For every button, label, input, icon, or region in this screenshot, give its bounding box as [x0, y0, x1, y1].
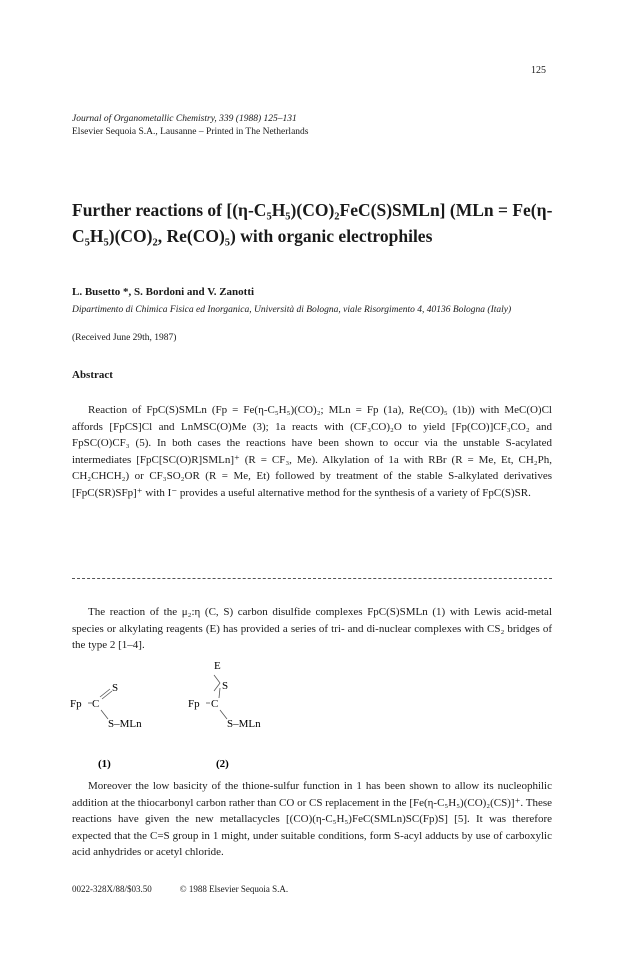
structure-2-s-mln: S–MLn — [227, 718, 261, 730]
structure-2-fp: Fp — [188, 698, 200, 710]
structure-1-s-mln: S–MLn — [108, 718, 142, 730]
structure-1 — [70, 682, 142, 770]
abstract-body — [72, 402, 552, 501]
footer-copyright: © 1988 Elsevier Sequoia S.A. — [179, 884, 289, 894]
page-number: 125 — [531, 65, 546, 76]
chemical-structures — [60, 655, 380, 775]
affiliation: Dipartimento di Chimica Fisica ed Inorganica, Università di Bologna, viale Risorgimento 4, 40136 Bologna (Italy) — [72, 305, 512, 315]
body-paragraph-1 — [72, 604, 552, 654]
body-paragraph-1-text: The reaction of the μ₂:η (C, S) carbon disulfide complexes FpC(S)SMLn (1) with Lewis acid-metal species or alkylating reagents (E) has provided a series of tri- and di-nuclear complexes with CS₂ bridges of the type 2 [1–4]. — [72, 606, 552, 651]
journal-line-2: Elsevier Sequoia S.A., Lausanne – Printed in The Netherlands — [72, 127, 309, 137]
footer — [72, 884, 288, 894]
structure-2-bond-cs — [219, 688, 220, 698]
journal-line-1: Journal of Organometallic Chemistry, 339 (1988) 125–131 — [72, 114, 297, 124]
structure-2-electrophile: E — [214, 660, 221, 672]
structure-2-sulfur: S — [222, 680, 229, 692]
section-divider — [72, 578, 552, 579]
structure-2-bond-csm — [220, 710, 227, 719]
structure-1-sulfur: S — [112, 682, 119, 694]
footer-code: 0022-328X/88/$03.50 — [72, 884, 152, 894]
journal-citation — [72, 113, 308, 139]
received-date: (Received June 29th, 1987) — [72, 333, 177, 343]
body-paragraph-2-text: Moreover the low basicity of the thione-sulfur function in 1 has been shown to allow its nucleophilic addition at the thiocarbonyl carbon rather than CO or CS replacement in the [Fe(η-C₅H₅)(CO)₂(CS)]⁺. These reactions have given the new metallacycles [(CO)(η-C₅H₅)FeC(SMLn)SC(Fp)S] [5]. It was therefore expected that the C=S group in 1 might, under suitable conditions, form S-acyl adducts by use of carboxylic acid anhydrides or acetyl chloride. — [72, 780, 552, 858]
structure-1-fp: Fp — [70, 698, 82, 710]
structure-1-label: (1) — [98, 758, 111, 770]
structure-2 — [188, 660, 261, 770]
structure-1-bond-csm — [101, 710, 108, 719]
structure-2-bond-es-a — [214, 675, 220, 683]
article-title: Further reactions of [(η-C₅H₅)(CO)₂FeC(S)SMLn] (MLn = Fe(η-C₅H₅)(CO)₂, Re(CO)₅) with organic electrophiles — [72, 200, 553, 246]
structure-2-label: (2) — [216, 758, 229, 770]
structure-2-bond-es-b — [214, 683, 220, 691]
body-paragraph-2 — [72, 778, 552, 861]
structure-1-bond-cs-b — [102, 691, 112, 699]
abstract-text: Reaction of FpC(S)SMLn (Fp = Fe(η-C₅H₅)(CO)₂; MLn = Fp (1a), Re(CO)₅ (1b)) with MeC(O)Cl affords [FpCS]Cl and LnMSC(O)Me (3); 1a reacts with (CF₃CO)₂O to yield [Fp(CO)]CF₃CO₂ and FpSC(O)CF₃ (5). In both cases the reactions have been shown to occur via the unstable S-acylated intermediates [FpC[SC(O)R]SMLn]⁺ (R = CF₃, Me). Alkylation of 1a with RBr (R = Me, Et, CH₂Ph, CH₂CHCH₂) or CF₃SO₂OR (R = Me, Et) followed by treatment of the stable S-alkylated derivatives [FpC(SR)SFp]⁺ with I⁻ provides a useful alternative method for the synthesis of a variety of FpC(S)SR. — [72, 404, 552, 499]
abstract-heading: Abstract — [72, 369, 113, 381]
authors: L. Busetto *, S. Bordoni and V. Zanotti — [72, 286, 255, 298]
structure-2-carbon: C — [211, 698, 219, 710]
structure-1-bond-cs-a — [100, 689, 110, 697]
structure-1-carbon: C — [92, 698, 100, 710]
